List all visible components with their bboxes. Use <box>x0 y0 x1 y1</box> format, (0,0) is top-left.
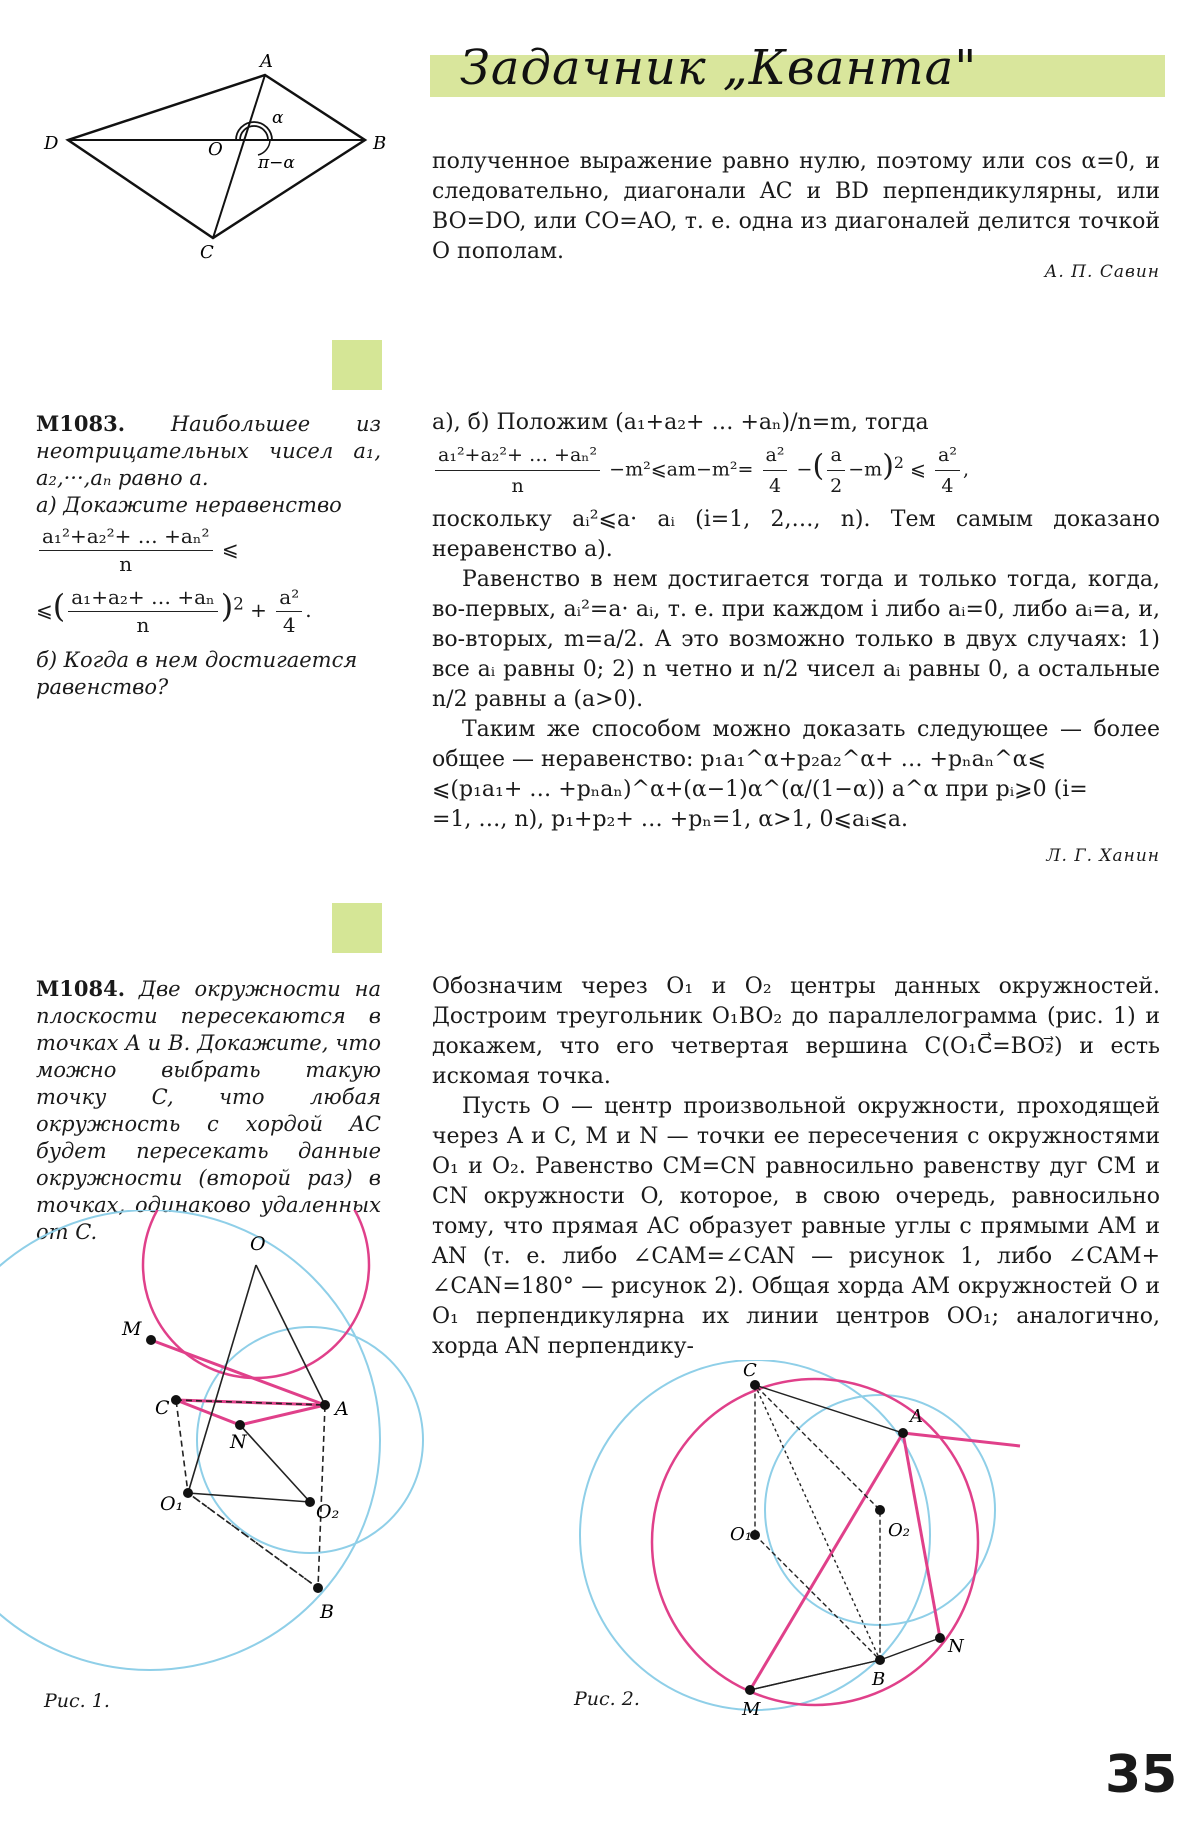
m1083-sol-p3: Таким же способом можно доказать следующее — более общее — неравенство: p₁a₁^α+p₂a₂^α+ … +pₙaₙ^α⩽ <box>432 717 1160 772</box>
fig2-label-B: B <box>872 1669 886 1690</box>
m1083-leq2: ⩽ <box>36 598 53 622</box>
m1083-statement: Наибольшее из неотрицательных чисел a₁, a₂,···,aₙ равно a. <box>36 412 381 490</box>
figure-1 <box>0 1210 430 1750</box>
label-A: A <box>260 51 273 72</box>
label-B: B <box>373 133 387 154</box>
m1083-sol-a2b: a² <box>935 440 960 471</box>
m1083-leq1: ⩽ <box>221 537 239 561</box>
m1083-sol-4a: 4 <box>768 475 782 497</box>
m1084-number: М1084. <box>36 976 126 1001</box>
fig2-label-C: C <box>743 1360 757 1381</box>
m1083-ineq-num1: a₁²+a₂²+ … +aₙ² <box>39 523 213 551</box>
m1084-solution <box>432 972 1160 1362</box>
m1083-part-a: а) Докажите неравенство <box>36 493 342 517</box>
fig1-label-A: A <box>335 1398 349 1420</box>
fig2-label-N: N <box>948 1636 964 1657</box>
fig1-label-B: B <box>320 1601 334 1623</box>
m1083-sol-2: 2 <box>830 475 843 497</box>
rhombus-figure <box>40 45 400 260</box>
fig1-label-O2: O₂ <box>316 1501 340 1523</box>
m1083-problem: М1083. Наибольшее из неотрицательных чисел a₁, a₂,···,aₙ равно a. а) Докажите неравенство $\frac{\text{a₁²+a₂²+ … +aₙ²}}{n}$ ⩽ ⩽( $\frac{\text{a₁+a₂+ … +aₙ}}{n}$ )$^2$ + $\frac{\text{a²}}{4}$ . б) Когда в нем достигается равенство? <box>36 411 381 699</box>
m1083-sol-a: a <box>827 440 845 471</box>
m1084-sol-p1: Обозначим через O₁ и O₂ центры данных окружностей. Достроим треугольник O₁BO₂ до параллелограмма (рис. 1) и докажем, что его четвертая вершина C(O₁C⃗=BO₂⃗) и есть искомая точка. <box>432 974 1160 1089</box>
green-marker-2 <box>332 903 382 953</box>
top-solution-text: полученное выражение равно нулю, поэтому или cos α=0, и следовательно, диагонали AC и BD перпендикулярны, или BO=DO, или CO=AO, т. е. одна из диагоналей делится точкой O пополам. <box>432 149 1160 264</box>
m1083-sol-mid: −m²⩽am−m²= <box>609 458 754 481</box>
m1084-problem <box>36 975 381 1246</box>
fig2-label-M: M <box>742 1699 761 1720</box>
fig1-caption: Рис. 1. <box>44 1690 110 1712</box>
m1083-sol-end: ⩽ <box>910 458 926 481</box>
m1083-number: М1083. <box>36 411 126 436</box>
fig1-label-O: O <box>250 1233 266 1255</box>
m1083-sol-p4: ⩽(p₁a₁+ … +pₙaₙ)^α+(α−1)α^(α/(1−α)) a^α при pᵢ⩾0 (i= <box>432 777 1088 802</box>
m1083-a2: a² <box>276 584 302 612</box>
fig2-label-A: A <box>910 1406 923 1427</box>
m1083-ineq-den2: n <box>136 613 150 637</box>
fig1-label-N: N <box>230 1431 247 1453</box>
m1083-sol-intro: а), б) Положим (a₁+a₂+ … +aₙ)/n=m, тогда <box>432 410 929 435</box>
m1083-sol-p5: =1, …, n), p₁+p₂+ … +pₙ=1, α>1, 0⩽aᵢ⩽a. <box>432 807 909 832</box>
m1083-ineq-num2: a₁+a₂+ … +aₙ <box>68 584 217 612</box>
top-solution-author: А. П. Савин <box>1044 262 1160 282</box>
m1083-sol-m: −m <box>848 458 883 481</box>
m1084-statement: Две окружности на плоскости пересекаются в точках A и B. Докажите, что можно выбрать такую точку C, что любая окружность с хордой AC будет пересекать данные окружности (второй раз) в точках, одинаково удаленных от C. <box>36 977 381 1244</box>
m1083-sol-p1: поскольку aᵢ²⩽a· aᵢ (i=1, 2,…, n). Тем самым доказано неравенство а). <box>432 507 1160 562</box>
m1083-ineq-den1: n <box>119 552 133 576</box>
page-number: 35 <box>1105 1745 1178 1805</box>
m1083-sol-4b: 4 <box>941 475 954 497</box>
m1083-author: Л. Г. Ханин <box>1046 846 1160 866</box>
label-alpha: α <box>272 108 284 128</box>
m1083-sol-minus: − <box>796 458 813 481</box>
label-pi-alpha: π−α <box>258 153 295 173</box>
m1083-sol-den: n <box>511 475 524 497</box>
fig2-caption: Рис. 2. <box>574 1688 640 1710</box>
m1083-sol-a2a: a² <box>763 440 788 471</box>
m1083-solution: а), б) Положим (a₁+a₂+ … +aₙ)/n=m, тогда $\frac{\text{a₁²+a₂²+ … +aₙ²}}{n}$ −m²⩽am−m²= $\frac{\text{a²}}{4}$ −( $\frac{a}{2}$ −m)$^2$ ⩽ $\frac{\text{a²}}{4}$ , поскольку aᵢ²⩽a· aᵢ (i=1, 2,…, n). Тем самым доказано неравенство а). Равенство в нем достигается тогда и только тогда, когда, во-первых, aᵢ²=a· aᵢ, т. е. при каждом i либо aᵢ=0, либо aᵢ=a, и, во-вторых, m=a/2. А это возможно только в двух случаях: 1) все aᵢ равны 0; 2) n четно и n/2 чисел aᵢ равны 0, а остальные n/2 равны a (a>0). Таким же способом можно доказать следующее — более общее — неравенство: p₁a₁^α+p₂a₂^α+ … +pₙaₙ^α⩽ ⩽(p₁a₁+ … +pₙaₙ)^α+(α−1)α^(α/(1−α)) a^α при pᵢ⩾0 (i= =1, …, n), p₁+p₂+ … +pₙ=1, α>1, 0⩽aᵢ⩽a. <box>432 408 1160 835</box>
m1083-sol-num: a₁²+a₂²+ … +aₙ² <box>435 440 600 471</box>
label-D: D <box>44 133 59 154</box>
header-title: Задачник „Кванта" <box>460 40 978 96</box>
fig1-label-M: M <box>122 1318 142 1340</box>
figure-2 <box>550 1360 1070 1720</box>
fig1-label-C: C <box>155 1397 170 1419</box>
m1083-4: 4 <box>282 613 296 637</box>
fig1-label-O1: O₁ <box>160 1493 184 1515</box>
label-C: C <box>200 242 214 260</box>
m1083-sol-p2: Равенство в нем достигается тогда и только тогда, когда, во-первых, aᵢ²=a· aᵢ, т. е. при каждом i либо aᵢ=0, либо aᵢ=a, и, во-вторых, m=a/2. А это возможно только в двух случаях: 1) все aᵢ равны 0; 2) n четно и n/2 чисел aᵢ равны 0, а остальные n/2 равны a (a>0). <box>432 567 1160 712</box>
label-O: O <box>208 139 223 160</box>
fig2-label-O1: O₁ <box>730 1524 752 1545</box>
fig2-label-O2: O₂ <box>888 1520 910 1541</box>
green-marker-1 <box>332 340 382 390</box>
m1084-sol-p2: Пусть O — центр произвольной окружности, проходящей через A и C, M и N — точки ее пересечения с окружностями O₁ и O₂. Равенство CM=CN равносильно равенству дуг CM и CN окружности O, которое, в свою очередь, равносильно тому, что прямая AC образует равные углы с прямыми AM и AN (т. е. либо ∠CAM=∠CAN — рисунок 1, либо ∠CAM+ ∠CAN=180° — рисунок 2). Общая хорда AM окружностей O и O₁ перпендикулярна их линии центров OO₁; аналогично, хорда AN перпендику- <box>432 1094 1160 1359</box>
m1083-part-b: б) Когда в нем достигается равенство? <box>36 648 358 699</box>
